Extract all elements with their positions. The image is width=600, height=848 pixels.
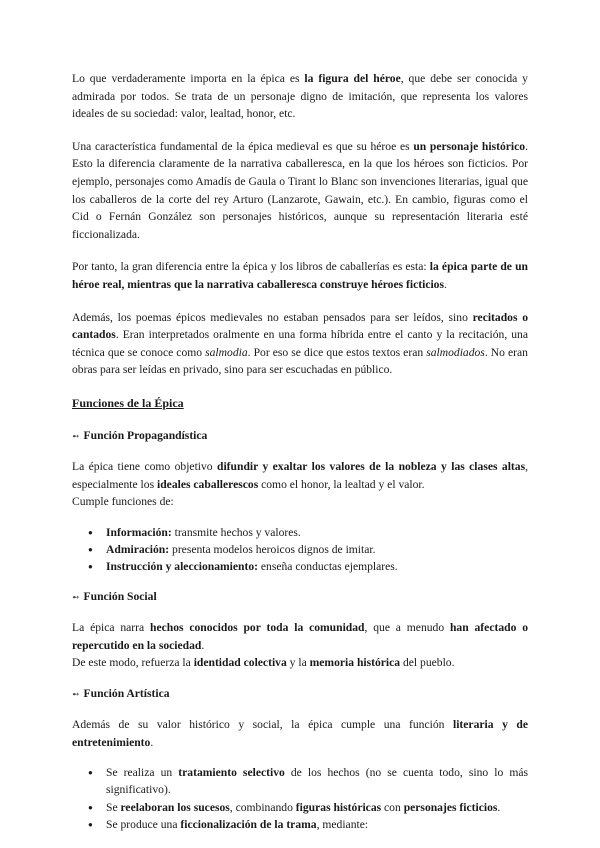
artistic-list — [72, 764, 528, 833]
section-title: Funciones de la Épica — [72, 395, 184, 410]
list-item: ● Admiración: presenta modelos heroicos dignos de imitar. — [106, 541, 528, 558]
list-item: ● Se realiza un tratamiento selectivo de los hechos (no se cuenta todo, sino lo más significativo). — [106, 764, 528, 798]
paragraph-artistic: Además de su valor histórico y social, la épica cumple una función literaria y de entretenimiento. — [72, 718, 528, 749]
arrow-icon: ➻ — [72, 689, 80, 700]
arrow-icon: ➻ — [72, 430, 80, 441]
paragraph-oral-recitation: Además, los poemas épicos medievales no estaban pensados para ser leídos, sino recitados o cantados. Eran interpretados oralmente en una forma híbrida entre el canto y la recitación, una técnica que se conoce como salmodia. Por eso se dice que estos textos eran salmodiados. No eran obras para ser leídas en privado, sino para ser escuchadas en público. — [72, 310, 528, 377]
subheading-social: ➻ Función Social — [72, 590, 157, 604]
list-item: ● Se reelaboran los sucesos, combinando figuras históricas con personajes ficticios. — [106, 799, 528, 816]
list-item: ● Se produce una ficcionalización de la trama, mediante: — [106, 816, 528, 833]
paragraph-historical-character: Una característica fundamental de la épica medieval es que su héroe es un personaje histórico. Esto la diferencia claramente de la narrativa caballeresca, en la que los héroes son ficticios. Por ejemplo, personajes como Amadís de Gaula o Tirant lo Blanc son invenciones literarias, igual que los caballeros de la corte del rey Arturo (Lanzarote, Gawain, etc.). En cambio, figuras como el Cid o Fernán González son personajes históricos, aunque su representación literaria esté ficcionalizada. — [72, 139, 528, 241]
arrow-icon: ➻ — [72, 592, 80, 603]
propaganda-list — [72, 524, 528, 576]
subheading-artistic: ➻ Función Artística — [72, 687, 170, 701]
list-item: ● Información: transmite hechos y valores. — [106, 524, 528, 541]
list-item: ● Instrucción y aleccionamiento: enseña conductas ejemplares. — [106, 558, 528, 575]
paragraph-hero-figure: Lo que verdaderamente importa en la épica es la figura del héroe, que debe ser conocida y admirada por todos. Se trata de un personaje digno de imitación, que representa los valores ideales de su sociedad: valor, lealtad, honor, etc. — [72, 72, 528, 121]
paragraph-main-difference: Por tanto, la gran diferencia entre la épica y los libros de caballerías es esta: la épica parte de un héroe real, mientras que la narrativa caballeresca construye héroes ficticios. — [72, 260, 528, 291]
subheading-propaganda: ➻ Función Propagandística — [72, 428, 208, 442]
paragraph-propaganda: La épica tiene como objetivo difundir y exaltar los valores de la nobleza y las clases altas, especialmente los ideales caballerescos como el honor, la lealtad y el valor. Cumple funciones de: — [72, 459, 528, 509]
paragraph-social: La épica narra hechos conocidos por toda la comunidad, que a menudo han afectado o repercutido en la sociedad. De este modo, refuerza la identidad colectiva y la memoria histórica del pueblo. — [72, 621, 528, 670]
